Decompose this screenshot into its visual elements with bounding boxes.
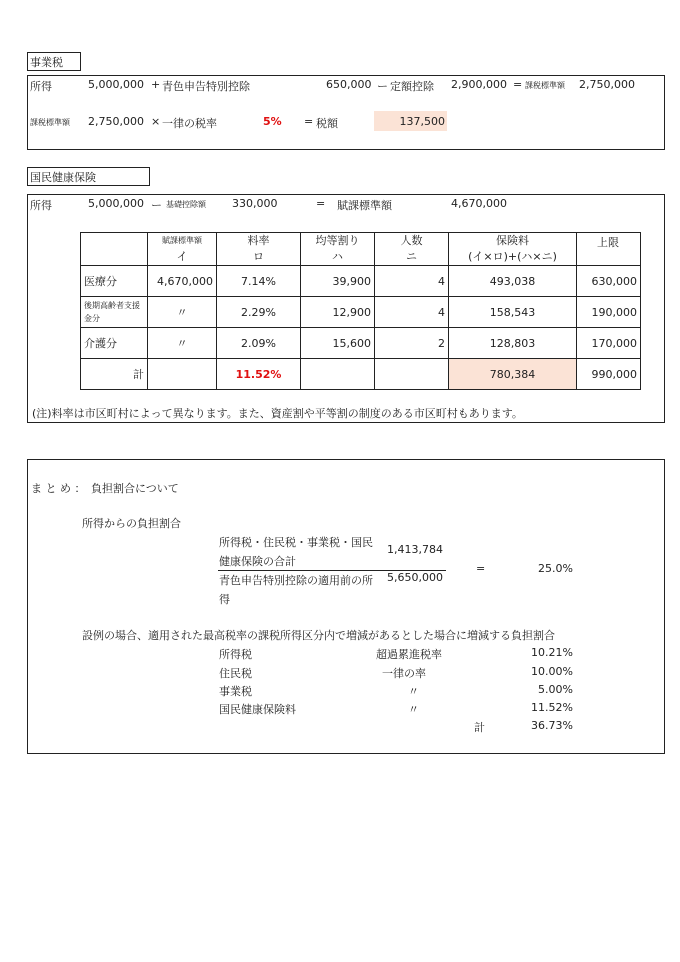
total-cap: 990,000 xyxy=(577,359,641,390)
total-people-empty xyxy=(375,359,449,390)
row-rate: 2.29% xyxy=(217,297,301,328)
total-rate: 11.52% xyxy=(217,359,301,390)
row-rate: 2.09% xyxy=(217,328,301,359)
total-label: 計 xyxy=(81,359,148,390)
assessment-base-value: 4,670,000 xyxy=(451,197,507,210)
row-name: 介護分 xyxy=(81,328,148,359)
list-item-rate: 10.21% xyxy=(531,646,573,659)
list-item-rate: 10.00% xyxy=(531,665,573,678)
row-rate: 7.14% xyxy=(217,266,301,297)
nhi-equals-operator: = xyxy=(316,197,326,210)
equals-operator-2: = xyxy=(304,115,314,128)
row-name: 後期高齢者支援金分 xyxy=(81,297,148,328)
row-cap: 170,000 xyxy=(577,328,641,359)
blue-return-deduction-label: 青色申告特別控除 xyxy=(162,80,250,93)
minus-operator: ー xyxy=(377,80,388,93)
tax-amount-label: 税額 xyxy=(316,117,338,130)
tax-base-value: 2,750,000 xyxy=(579,78,635,91)
basic-deduction-value: 330,000 xyxy=(232,197,278,210)
header-premium: 保険料 (イ×ロ)+(ハ×ニ) xyxy=(449,233,577,266)
nhi-premium-table xyxy=(80,232,641,390)
row-flat: 12,900 xyxy=(301,297,375,328)
summary-equals: = xyxy=(476,562,486,575)
denominator-value: 5,650,000 xyxy=(387,571,443,584)
row-people: 4 xyxy=(375,297,449,328)
fixed-deduction-amount: 650,000 xyxy=(326,78,372,91)
list-item-name: 所得税 xyxy=(219,648,252,661)
plus-operator: + xyxy=(151,78,161,91)
nhi-note: (注)料率は市区町村によって異なります。また、資産割や平等割の制度のある市区町村もあります。 xyxy=(32,407,523,420)
row-base: 〃 xyxy=(148,328,217,359)
header-flat: 均等割り ハ xyxy=(301,233,375,266)
header-rate: 料率 ロ xyxy=(217,233,301,266)
nhi-minus-operator: ー xyxy=(151,199,162,212)
row-cap: 630,000 xyxy=(577,266,641,297)
header-cap: 上限 xyxy=(577,233,641,266)
income-label: 所得 xyxy=(30,80,52,93)
total-label-summary: 計 xyxy=(474,721,485,734)
total-flat-empty xyxy=(301,359,375,390)
list-item-rate: 5.00% xyxy=(538,683,573,696)
table-header-row xyxy=(81,233,641,266)
row-flat: 39,900 xyxy=(301,266,375,297)
row-people: 2 xyxy=(375,328,449,359)
row-name: 医療分 xyxy=(81,266,148,297)
assessment-base-label: 賦課標準額 xyxy=(337,199,392,212)
total-base-empty xyxy=(148,359,217,390)
nhi-title: 国民健康保険 xyxy=(30,171,96,184)
numerator-value: 1,413,784 xyxy=(387,543,443,556)
intermediate-value: 2,900,000 xyxy=(451,78,507,91)
list-item-type: 超過累進税率 xyxy=(376,648,442,661)
list-item-type: 〃 xyxy=(408,703,419,716)
total-rate-summary: 36.73% xyxy=(531,719,573,732)
table-row xyxy=(81,266,641,297)
header-people: 人数 ニ xyxy=(375,233,449,266)
list-item-rate: 11.52% xyxy=(531,701,573,714)
nhi-income-label: 所得 xyxy=(30,199,52,212)
times-operator: × xyxy=(151,115,161,128)
flat-rate-label: 一律の税率 xyxy=(162,117,217,130)
basic-deduction-label: 基礎控除額 xyxy=(166,200,206,209)
row-premium: 128,803 xyxy=(449,328,577,359)
row-premium: 158,543 xyxy=(449,297,577,328)
fixed-deduction-label: 定額控除 xyxy=(390,80,434,93)
business-tax-title: 事業税 xyxy=(30,56,63,69)
table-total-row xyxy=(81,359,641,390)
summary-heading: ま と め ： 負担割合について xyxy=(31,482,179,495)
row-premium: 493,038 xyxy=(449,266,577,297)
numerator-label: 所得税・住民税・事業税・国民健康保険の合計 xyxy=(219,536,373,568)
row-cap: 190,000 xyxy=(577,297,641,328)
list-item-type: 一律の率 xyxy=(382,667,426,680)
denominator-label: 青色申告特別控除の適用前の所得 xyxy=(219,574,373,606)
income-value: 5,000,000 xyxy=(88,78,144,91)
list-item-name: 事業税 xyxy=(219,685,252,698)
nhi-income-value: 5,000,000 xyxy=(88,197,144,210)
tax-amount-value: 137,500 xyxy=(399,115,445,128)
row-base: 4,670,000 xyxy=(148,266,217,297)
table-row xyxy=(81,328,641,359)
tax-base-value-2: 2,750,000 xyxy=(88,115,144,128)
header-base: 賦課標準額 イ xyxy=(148,233,217,266)
table-row xyxy=(81,297,641,328)
equals-operator: = xyxy=(513,78,523,91)
list-item-name: 国民健康保険料 xyxy=(219,703,296,716)
from-income-label: 所得からの負担割合 xyxy=(82,517,181,530)
total-premium: 780,384 xyxy=(449,359,577,390)
tax-base-label-2: 課税標準額 xyxy=(30,118,70,127)
row-people: 4 xyxy=(375,266,449,297)
row-flat: 15,600 xyxy=(301,328,375,359)
business-tax-rate: 5% xyxy=(263,115,282,128)
list-item-type: 〃 xyxy=(408,685,419,698)
example-label: 設例の場合、適用された最高税率の課税所得区分内で増減があるとした場合に増減する負担割合 xyxy=(82,629,555,642)
row-base: 〃 xyxy=(148,297,217,328)
burden-ratio: 25.0% xyxy=(538,562,573,575)
tax-base-label: 課税標準額 xyxy=(525,81,565,90)
header-blank xyxy=(81,233,148,266)
list-item-name: 住民税 xyxy=(219,667,252,680)
